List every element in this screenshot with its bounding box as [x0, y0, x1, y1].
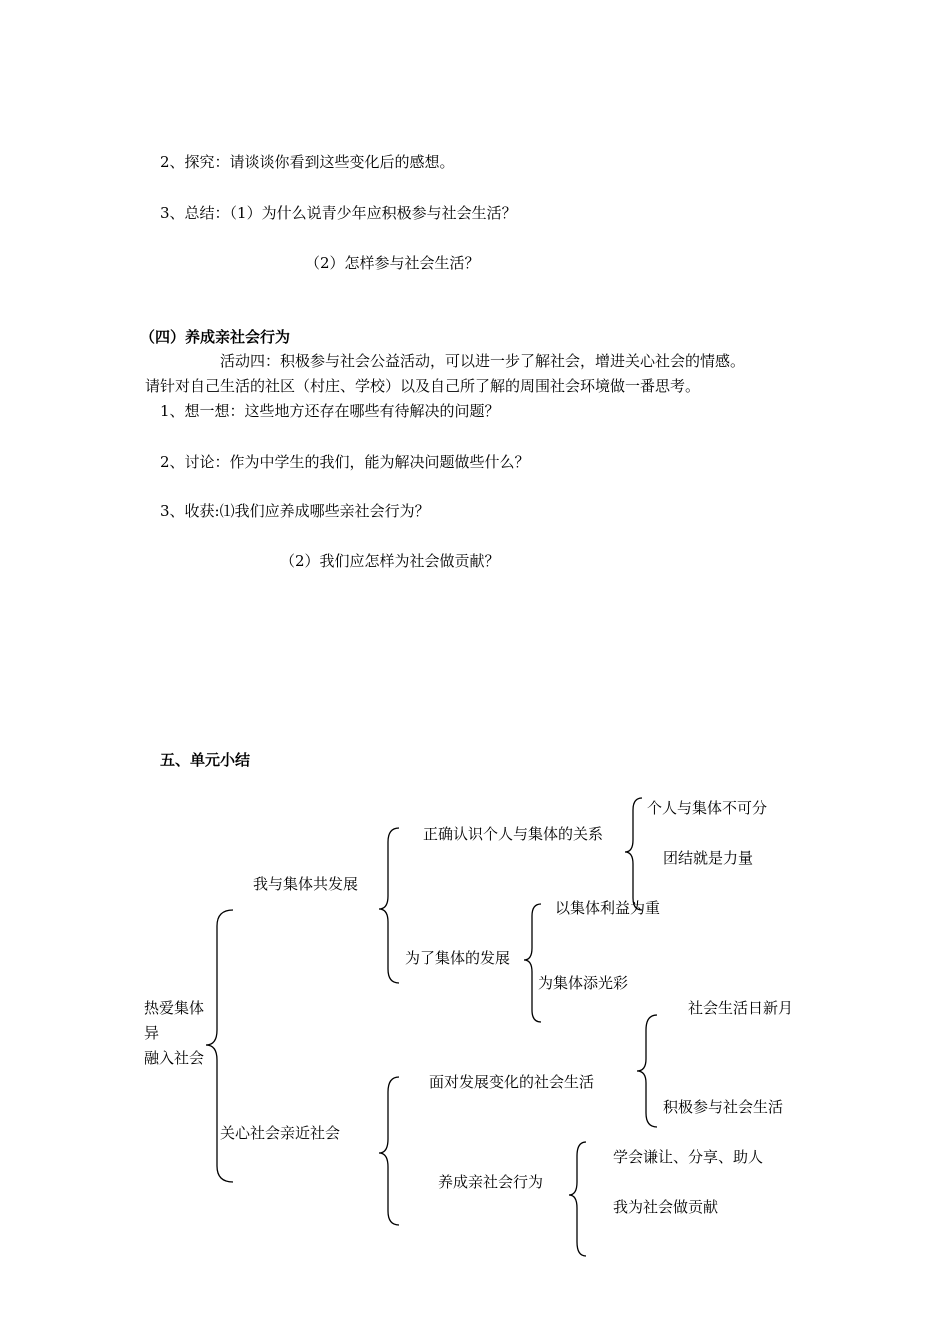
branch2-sub2-brace [569, 1142, 586, 1256]
branch2-brace [379, 1077, 399, 1225]
mind-map-branch2-sub1-leaf2: 积极参与社会生活 [663, 1098, 784, 1116]
mind-map-branch1-sub1: 正确认识个人与集体的关系 [423, 825, 604, 843]
mind-map-branch1-sub2: 为了集体的发展 [405, 949, 511, 967]
question-3-summary-part2: （2）怎样参与社会生活？ [305, 254, 480, 272]
mind-map-branch2-sub1: 面对发展变化的社会生活 [429, 1073, 595, 1091]
section-4-heading: （四）养成亲社会行为 [140, 328, 291, 346]
mind-map-branch1-sub2-leaf2: 为集体添光彩 [538, 974, 629, 992]
branch1-sub2-brace [524, 904, 541, 1022]
mind-map-branch2-sub2-leaf1: 学会谦让、分享、助人 [613, 1148, 764, 1166]
activity-4-line1: 活动四：积极参与社会公益活动，可以进一步了解社会，增进关心社会的情感。 [220, 352, 746, 370]
question-2-discuss: 2、讨论：作为中学生的我们，能为解决问题做些什么？ [160, 453, 530, 471]
branch2-sub1-brace [637, 1015, 657, 1127]
mind-map-branch2-sub1-leaf1: 社会生活日新月 [688, 999, 794, 1017]
branch1-sub1-brace [625, 798, 642, 910]
question-3-harvest: 3、收获:⑴我们应养成哪些亲社会行为？ [160, 502, 430, 520]
mind-map-root-line2: 异 [144, 1024, 160, 1042]
question-3-harvest-part2: （2）我们应怎样为社会做贡献？ [280, 552, 500, 570]
section-5-heading: 五、单元小结 [160, 751, 251, 769]
mind-map-branch1: 我与集体共发展 [253, 875, 359, 893]
question-1-think: 1、想一想：这些地方还存在哪些有待解决的问题？ [160, 402, 500, 420]
question-3-summary: 3、总结：（1）为什么说青少年应积极参与社会生活？ [160, 204, 517, 222]
mind-map-branch1-sub2-leaf1: 以集体利益为重 [555, 899, 661, 917]
mind-map-branch2-sub2: 养成亲社会行为 [438, 1173, 544, 1191]
activity-4-line2: 请针对自己生活的社区（村庄、学校）以及自己所了解的周围社会环境做一番思考。 [145, 377, 701, 395]
question-2-explore: 2、探究：请谈谈你看到这些变化后的感想。 [160, 153, 455, 171]
mind-map-root-line1: 热爱集体 [144, 999, 205, 1017]
mind-map-branch1-sub1-leaf1: 个人与集体不可分 [647, 799, 768, 817]
mind-map-branch1-sub1-leaf2: 团结就是力量 [663, 849, 754, 867]
mind-map-branch2-sub2-leaf2: 我为社会做贡献 [613, 1198, 719, 1216]
branch1-brace [379, 828, 399, 983]
mind-map-branch2: 关心社会亲近社会 [220, 1124, 341, 1142]
mind-map-root-line3: 融入社会 [144, 1049, 205, 1067]
